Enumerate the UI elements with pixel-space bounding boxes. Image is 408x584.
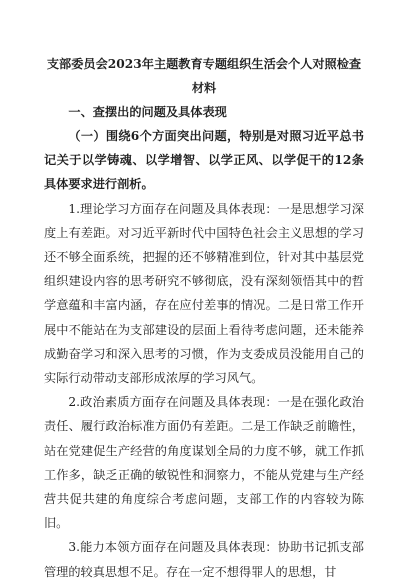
paragraph-political-quality: 2.政治素质方面存在问题及具体表现：一是在强化政治责任、履行政治标准方面仍有差距。二是工作缺乏前瞻性，站在党建促生产经营的角度谋划全局的力度不够，就工作抓工作多，缺乏正确的敏锐性和洞察力，不能从党建与生产经营共促共建的角度综合考虑问题，支部工作的内容较为陈旧。 bbox=[44, 395, 364, 531]
paragraph-ability: 3.能力本领方面存在问题及具体表现：协助书记抓支部管理的较真思想不足。存在一定不想得罪人的思想，甘 bbox=[44, 540, 364, 579]
document-title: 支部委员会2023年主题教育专题组织生活会个人对照检查材料 bbox=[46, 57, 362, 95]
subsection-heading: （一）围绕6个方面突出问题，特别是对照习近平总书记关于以学铸魂、以学增智、以学正风、以学促干的12条具体要求进行剖析。 bbox=[44, 129, 364, 192]
paragraph-theory-study: 1.理论学习方面存在问题及具体表现：一是思想学习深度上有差距。对习近平新时代中国特色社会主义思想的学习还不够全面系统，把握的还不够精准到位，针对其中基层党组织建设内容的思考研究不够彻底，没有深刻领悟其中的哲学意蕴和丰富内涵，存在应付差事的情况。二是日常工作开展中不能站在为支部建设的层面上看待考虑问题，还未能养成勤奋学习和深入思考的习惯，作为支委成员没能用自己的实际行动带动支部形成浓厚的学习风气。 bbox=[44, 201, 364, 386]
section-heading: 一、查摆出的问题及具体表现 bbox=[68, 105, 227, 119]
